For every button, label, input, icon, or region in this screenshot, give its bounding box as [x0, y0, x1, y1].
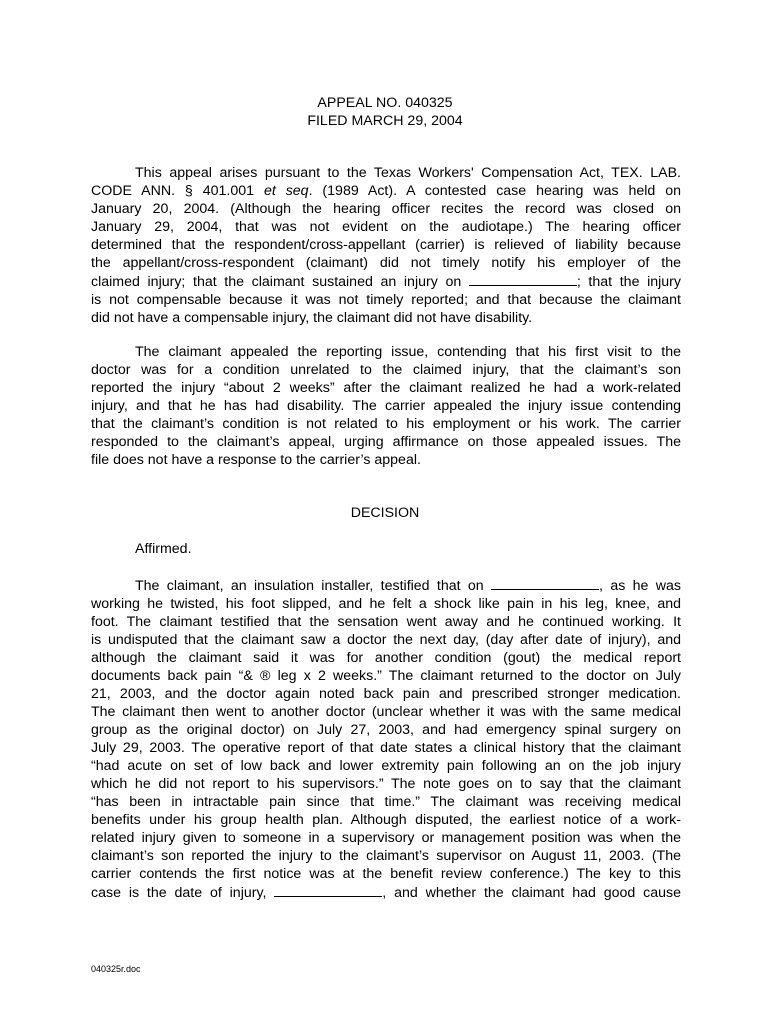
text-line: 21, 2003, and the doctor again noted back pain and prescribed stronger medication.: [91, 686, 681, 702]
text-line: The claimant appealed the reporting issue, contending that his first visit to the: [135, 344, 681, 360]
text-line: the appellant/cross-respondent (claimant) did not timely notify his employer of the: [91, 255, 681, 271]
text-line: is not compensable because it was not timely reported; and that because the claimant: [91, 292, 681, 308]
text-line: file does not have a response to the carrier’s appeal.: [91, 452, 421, 468]
text-line: January 29, 2004, that was not evident on the audiotape.) The hearing officer: [91, 219, 681, 235]
text-line: that the claimant’s condition is not related to his employment or his work. The carrier: [91, 416, 681, 432]
text-line: The claimant, an insulation installer, testified that on , as he was: [135, 578, 681, 594]
text-line: “has been in intractable pain since that time.” The claimant was receiving medical: [91, 794, 681, 810]
text-line: case is the date of injury, , and whether the claimant had good cause: [91, 885, 681, 901]
affirmed-text: Affirmed.: [135, 541, 192, 557]
text-line: related injury given to someone in a supervisory or management position was when the: [91, 830, 681, 846]
text-line: This appeal arises pursuant to the Texas Workers' Compensation Act, TEX. LAB.: [135, 165, 681, 181]
text-line: is undisputed that the claimant saw a doctor the next day, (day after date of injury), and: [91, 632, 681, 648]
text-line: claimed injury; that the claimant sustained an injury on ; that the injury: [91, 274, 681, 290]
text-line: group as the original doctor) on July 27, 2003, and had emergency spinal surgery on: [91, 722, 681, 738]
text-line: carrier contends the first notice was at the benefit review conference.) The key to this: [91, 866, 681, 882]
text-line: benefits under his group health plan. Although disputed, the earliest notice of a work-: [91, 812, 681, 828]
text-line: documents back pain “& ® leg x 2 weeks.” The claimant returned to the doctor on July: [91, 668, 681, 684]
text-line: doctor was for a condition unrelated to the claimed injury, that the claimant’s son: [91, 362, 681, 378]
text-line: foot. The claimant testified that the sensation went away and he continued working. It: [91, 614, 681, 630]
text-line: although the claimant said it was for another condition (gout) the medical report: [91, 650, 681, 666]
text-line: responded to the claimant’s appeal, urging affirmance on those appealed issues. The: [91, 434, 681, 450]
text-line: which he did not report to his supervisors.” The note goes on to say that the claimant: [91, 776, 681, 792]
paragraph-facts: [91, 576, 681, 902]
redacted-date-blank: [469, 272, 577, 286]
text-line: reported the injury “about 2 weeks” after the claimant realized he had a work-related: [91, 380, 681, 396]
text-line: January 20, 2004. (Although the hearing officer recites the record was closed on: [91, 201, 681, 217]
paragraph-intro: [91, 164, 681, 327]
footer-filename: 040325r.doc: [91, 964, 141, 974]
text-line: July 29, 2003. The operative report of that date states a clinical history that the claimant: [91, 740, 681, 756]
text-line: working he twisted, his foot slipped, and he felt a shock like pain in his leg, knee, and: [91, 596, 681, 612]
paragraph-appeals: [91, 343, 681, 469]
decision-heading: DECISION: [350, 505, 420, 521]
text-line: injury, and that he has had disability. The carrier appealed the injury issue contending: [91, 398, 681, 414]
text-line: claimant’s son reported the injury to the claimant’s supervisor on August 11, 2003. (The: [91, 848, 681, 864]
appeal-number: APPEAL NO. 040325: [317, 95, 453, 111]
redacted-date-blank: [491, 576, 599, 590]
text-line: The claimant then went to another doctor (unclear whether it was with the same medical: [91, 704, 681, 720]
text-line: CODE ANN. § 401.001 et seq. (1989 Act). A contested case hearing was held on: [91, 183, 681, 199]
filed-date: FILED MARCH 29, 2004: [307, 113, 463, 129]
redacted-date-blank: [274, 883, 382, 897]
text-line: did not have a compensable injury, the claimant did not have disability.: [91, 310, 533, 326]
italic-et-seq: et seq: [263, 183, 309, 199]
document-header: [0, 94, 770, 130]
text-line: “had acute on set of low back and lower extremity pain following an on the job injury: [91, 758, 681, 774]
text-line: determined that the respondent/cross-appellant (carrier) is relieved of liability because: [91, 237, 681, 253]
